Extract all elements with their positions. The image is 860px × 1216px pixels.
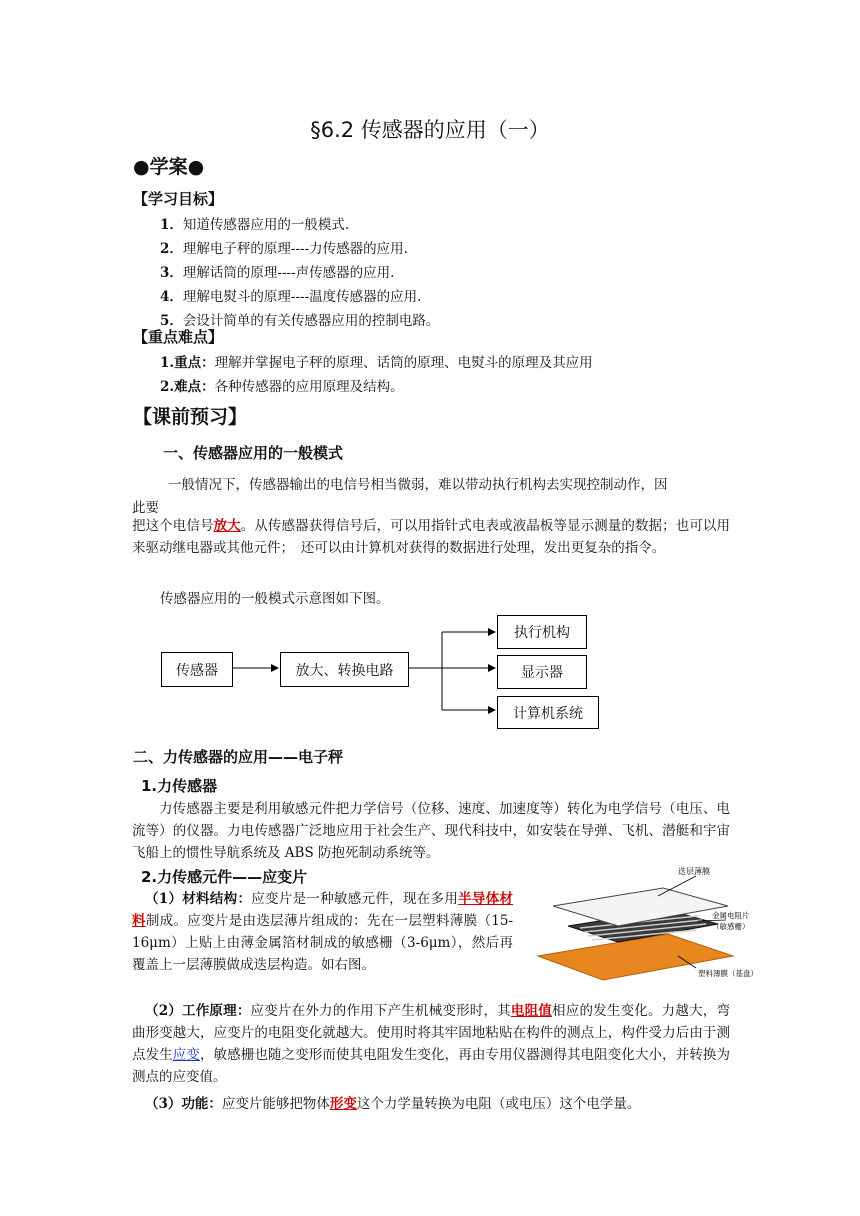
paragraph-line: 一般情况下，传感器输出的电信号相当微弱，难以带动执行机构去实现控制动作，因 bbox=[168, 477, 668, 493]
paragraph-line: 传感器应用的一般模式示意图如下图。 bbox=[160, 591, 390, 607]
preview-heading: 【课前预习】 bbox=[133, 406, 248, 428]
xuean-heading: ●学案● bbox=[133, 156, 205, 178]
goal-item: 1．知道传感器应用的一般模式. bbox=[160, 217, 350, 233]
strain-gauge-figure bbox=[528, 856, 758, 986]
key-item: 2.难点：各种传感器的应用原理及结构。 bbox=[160, 379, 404, 395]
section-1-title: 一、传感器应用的一般模式 bbox=[163, 444, 344, 462]
figure-label: 塑料薄膜（基盘） bbox=[698, 969, 758, 978]
subsection-title: 2.力传感元件——应变片 bbox=[141, 868, 308, 886]
diagram-actuator-box: 执行机构 bbox=[497, 615, 587, 649]
subsection-title: 1.力传感器 bbox=[141, 777, 218, 795]
paragraph: 把这个电信号放大。从传感器获得信号后，可以用指针式电表或液晶板等显示测量的数据；也可以用来驱动继电器或其他元件； 还可以由计算机对获得的数据进行处理，发出更复杂的指令。 bbox=[132, 518, 731, 556]
page-title: §6.2 传感器的应用（一） bbox=[310, 118, 550, 142]
figure-label: 金属电阻片 bbox=[712, 911, 750, 920]
goal-item: 2．理解电子秤的原理----力传感器的应用. bbox=[160, 241, 408, 257]
section-2-title: 二、力传感器的应用——电子秤 bbox=[133, 748, 344, 766]
goal-item: 4．理解电熨斗的原理----温度传感器的应用. bbox=[160, 289, 422, 305]
paragraph-line: 此要 bbox=[132, 500, 159, 516]
goal-item: 5．会设计简单的有关传感器应用的控制电路。 bbox=[160, 313, 440, 329]
diagram-computer-box: 计算机系统 bbox=[497, 696, 599, 729]
figure-label: （敏感栅） bbox=[712, 922, 750, 931]
paragraph: 力传感器主要是利用敏感元件把力学信号（位移、速度、加速度等）转化为电学信号（电压、电流等）的仪器。力电传感器广泛地应用于社会生产、现代科技中，如安装在导弹、飞机、潜艇和宇宙飞船上的惯性导航系统及 ABS 防抱死制动系统等。 bbox=[132, 801, 730, 861]
goal-item: 3．理解话筒的原理----声传感器的应用. bbox=[160, 265, 395, 281]
figure-label: 迭层薄膜 bbox=[678, 867, 710, 876]
diagram-display-box: 显示器 bbox=[497, 655, 587, 689]
paragraph-line: （3）功能：应变片能够把物体形变这个力学量转换为电阻（或电压）这个电学量。 bbox=[145, 1096, 641, 1112]
key-item: 1.重点：理解并掌握电子秤的原理、话筒的原理、电熨斗的原理及其应用 bbox=[160, 355, 593, 371]
key-heading: 【重点难点】 bbox=[133, 328, 224, 346]
diagram-amplifier-box: 放大、转换电路 bbox=[280, 652, 409, 687]
diagram-sensor-box: 传感器 bbox=[161, 652, 233, 687]
paragraph: （2）工作原理：应变片在外力的作用下产生机械变形时，其电阻值相应的发生变化。力越大，弯曲形变越大，应变片的电阻变化就越大。使用时将其牢固地粘贴在构件的测点上，构件受力后由于测点发生应变，敏感栅也随之变形而使其电阻发生变化，再由专用仪器测得其电阻变化大小，并转换为测点的应变值。 bbox=[132, 1003, 731, 1085]
goals-heading: 【学习目标】 bbox=[133, 190, 224, 208]
paragraph: （1）材料结构：应变片是一种敏感元件，现在多用半导体材料制成。应变片是由迭层薄片组成的：先在一层塑料薄膜（15-16μm）上贴上由薄金属箔材制成的敏感栅（3-6μm），然后再覆盖上一层薄膜做成迭层构造。如右图。 bbox=[132, 891, 514, 973]
